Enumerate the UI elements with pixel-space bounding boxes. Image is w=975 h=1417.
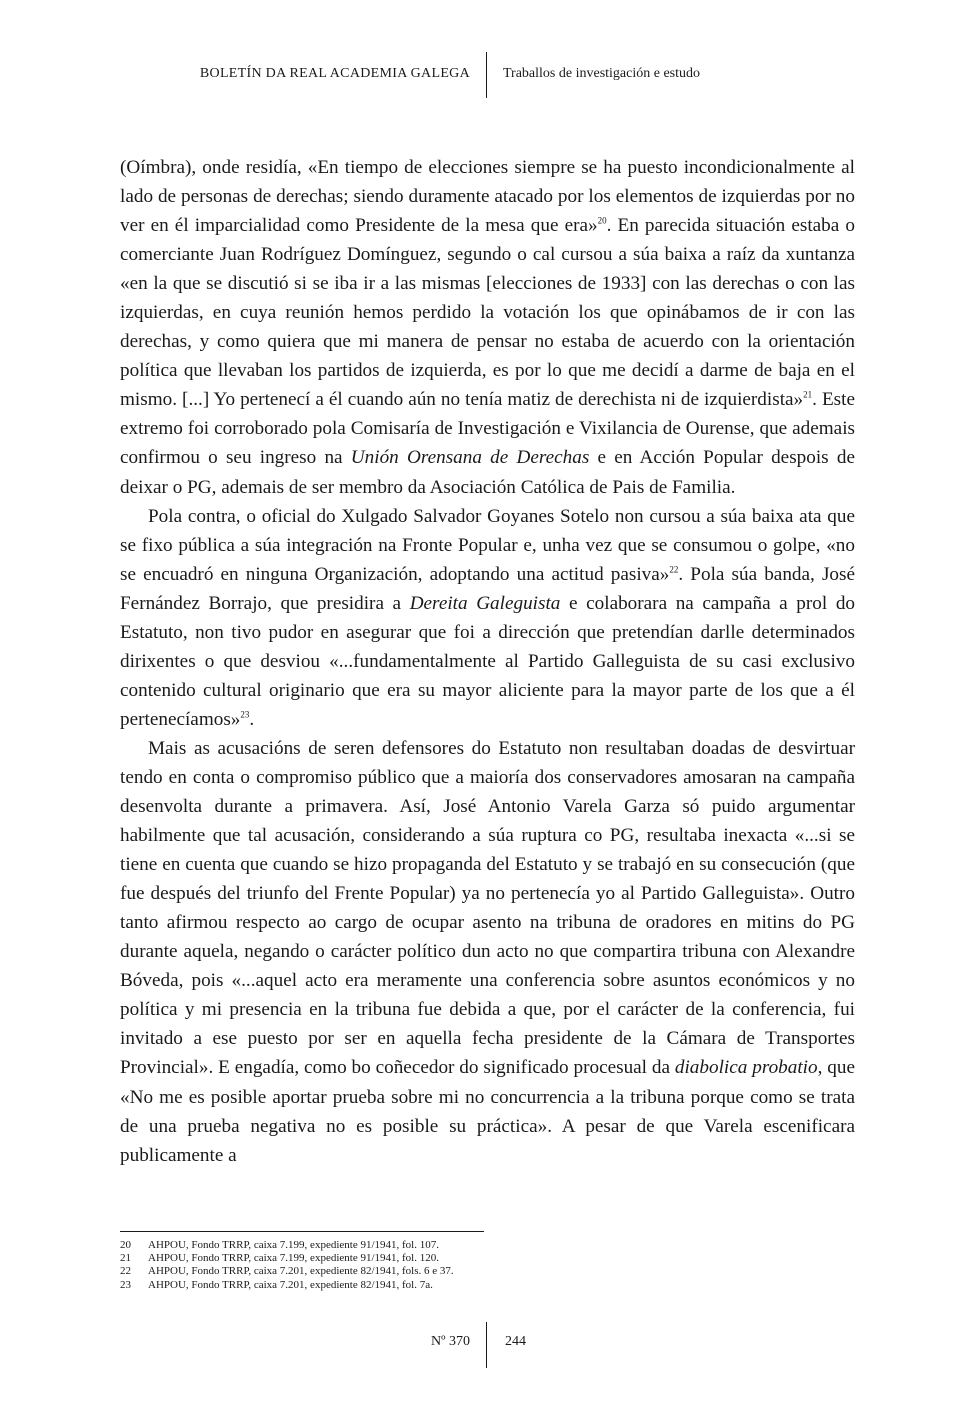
italic-term: Unión Orensana de Derechas — [350, 447, 590, 469]
body-text — [120, 153, 855, 1170]
footnote-ref-21[interactable]: 21 — [803, 389, 813, 400]
footnote: 20 AHPOU, Fondo TRRP, caixa 7.199, expediente 91/1941, fol. 107. — [120, 1239, 439, 1251]
header-divider — [486, 52, 487, 98]
footnote-rule — [120, 1231, 484, 1232]
footnotes — [120, 1239, 620, 1292]
page-footer — [0, 1322, 975, 1368]
footnote-ref-20[interactable]: 20 — [597, 215, 607, 226]
footnote-ref-22[interactable]: 22 — [669, 564, 679, 575]
section-title: Traballos de investigación e estudo — [503, 66, 701, 81]
paragraph-1: (Oímbra), onde residía, «En tiempo de elecciones siempre se ha puesto incondicionalmente al lado de personas de derechas; siendo duramente atacado por los elementos de izquierdas por no ver en él imparcialidad como Presidente de la mesa que era»$^{20}$. En parecida situación estaba o comerciante Juan Rodríguez Domínguez, segundo o cal cursou a súa baixa a raíz da xuntanza «en la que se discutió si se iba ir a las mismas [elecciones de 1933] con las derechas o con las izquierdas, en cuya reunión hemos perdido la votación los que opinábamos de ir con las derechas, y como quiera que mi manera de pensar no estaba de acuerdo con la orientación política que llevaban los partidos de izquierda, es por lo que me decidí a darme de baja en el mismo. [...] Yo pertenecí a él cuando aún no tenía matiz de derechista ni de izquierdista»$^{21}$. Este extremo foi corroborado pola Comisaría de Investigación e Vixilancia de Ourense, que ademais confirmou o seu ingreso na Unión Orensana de Derechas e en Acción Popular despois de deixar o PG, ademais de ser membro da Asociación Católica de Pais de Familia. — [120, 157, 855, 498]
italic-term: diabolica probatio — [674, 1057, 818, 1079]
page-number: 244 — [505, 1334, 526, 1349]
paragraph-3: Mais as acusacións de seren defensores do Estatuto non resultaban doadas de desvirtuar tendo en conta o compromiso público que a maioría dos conservadores amosaran na campaña desenvolta durante a primavera. Así, José Antonio Varela Garza só puido argumentar habilmente que tal acusación, considerando a súa ruptura co PG, resultaba inexacta «...si se tiene en cuenta que cuando se hizo propaganda del Estatuto y se trabajó en su consecución (que fue después del triunfo del Frente Popular) ya no pertenecía yo al Partido Galleguista». Outro tanto afirmou respecto ao cargo de ocupar asento na tribuna de oradores en mitins do PG durante aquela, negando o carácter político dun acto no que compartira tribuna con Alexandre Bóveda, pois «...aquel acto era meramente una conferencia sobre asuntos económicos y no política y mi presencia en la tribuna fue debida a que, por el carácter de la conferencia, fui invitado a ese puesto por ser en aquella fecha presidente de la Cámara de Transportes Provincial». E engadía, como bo coñecedor do significado procesual da diabolica probatio, que «No me es posible aportar prueba sobre mi no concurrencia a la tribuna porque como se trata de una prueba negativa no es posible su práctica». A pesar de que Varela escenificara publicamente a — [120, 737, 855, 1166]
italic-term: Dereita Galeguista — [409, 592, 561, 614]
footer-divider — [486, 1322, 487, 1368]
footnote: 22 AHPOU, Fondo TRRP, caixa 7.201, expediente 82/1941, fols. 6 e 37. — [120, 1265, 454, 1278]
footnote-ref-23[interactable]: 23 — [240, 709, 250, 720]
footnote: 21 AHPOU, Fondo TRRP, caixa 7.199, expediente 91/1941, fol. 120. — [120, 1252, 439, 1265]
paragraph-2: Pola contra, o oficial do Xulgado Salvador Goyanes Sotelo non cursou a súa baixa ata que se fixo pública a súa integración na Fronte Popular e, unha vez que se consumou o golpe, «no se encuadró en ninguna Organización, adoptando una actitud pasiva»$^{22}$. Pola súa banda, José Fernández Borrajo, que presidira a Dereita Galeguista e colaborara na campaña a prol do Estatuto, non tivo pudor en asegurar que foi a dirección que pretendían darlle determinados dirixentes o que desviou «...fundamentalmente al Partido Galleguista de su casi exclusivo contenido cultural originario que era su mayor aliciente para la mayor parte de los que a él pertenecíamos»$^{23}$. — [120, 505, 856, 730]
running-head — [0, 52, 975, 98]
footnote: 23 AHPOU, Fondo TRRP, caixa 7.201, expediente 82/1941, fol. 7a. — [120, 1278, 433, 1291]
issue-number: Nº 370 — [431, 1334, 470, 1349]
journal-title: BOLETÍN DA REAL ACADEMIA GALEGA — [199, 66, 470, 81]
